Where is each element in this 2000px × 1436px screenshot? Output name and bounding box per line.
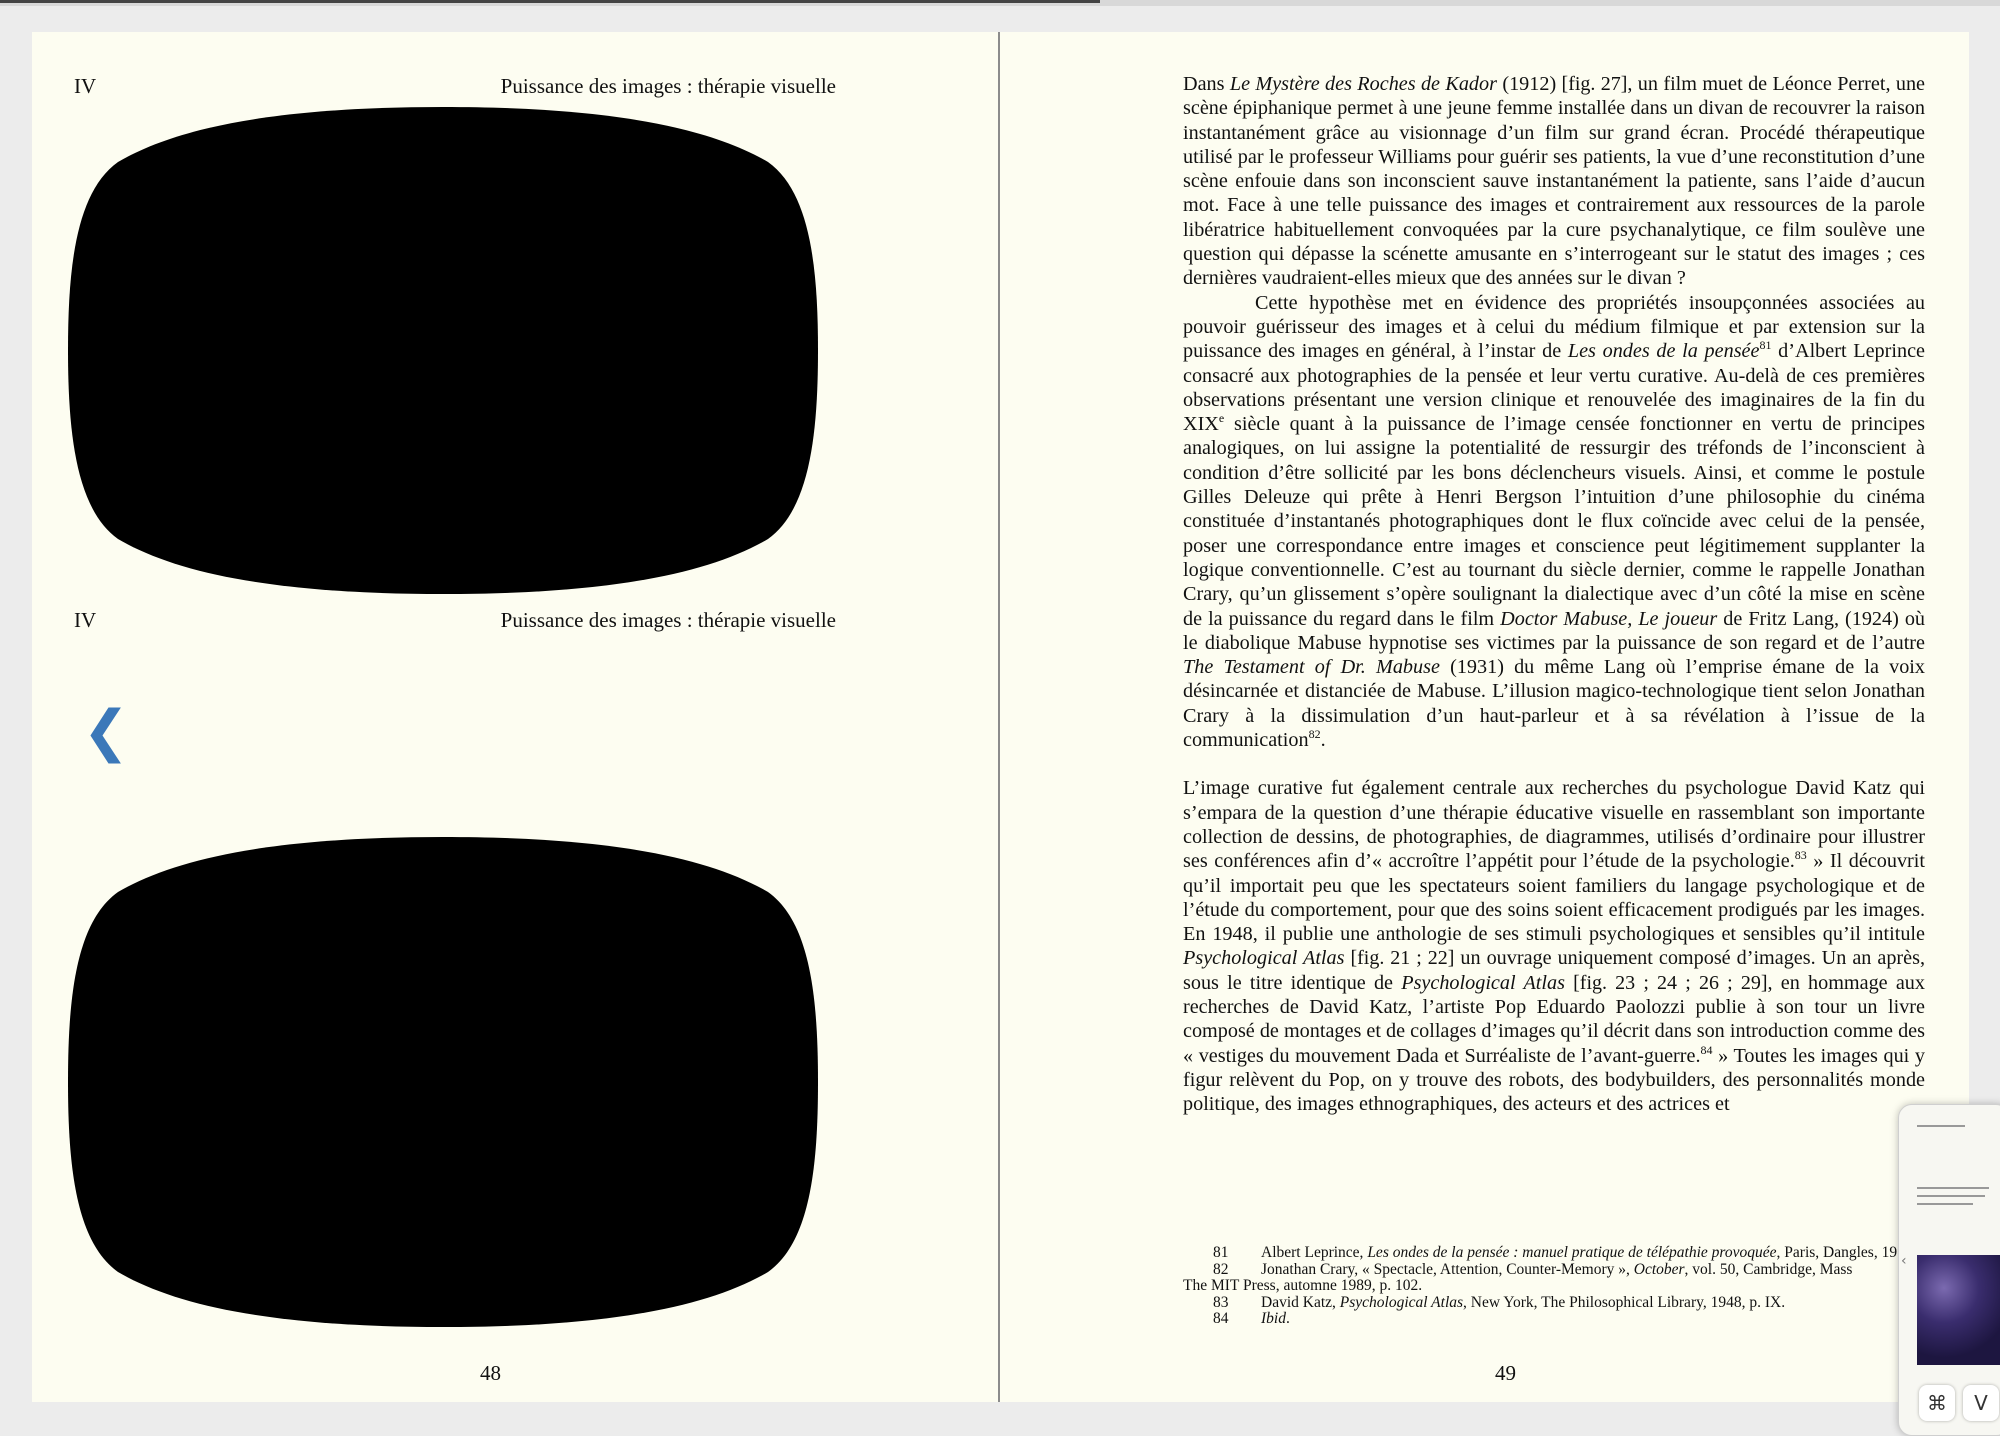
text-run: , un film muet de Léonce Perret, une scène épiphanique permet à une jeune femme installée dans un divan de recouvrer la raison instantanément grâce au visionnage d’un film sur grand écran. Procédé thérapeutique utilisé par le professeur Williams pour guérir ses patients, la vue d’une reconstitution d’une scène enfouie dans son inconscient sauve instantanément la patiente, sans l’aide d’aucun mot. Face à une telle puissance des images et contrairement aux ressources de la parole libératrice habituellement convoquées par la cure psychanalytique, ce film soulève une question qui dépasse la scénette amusante en s’interrogeant sur le statut des images ; ces dernières vaudraient-elles mieux que des années sur le divan ? [1183,73,1925,290]
image-placeholder-bottom [68,837,818,1327]
thumbnail-chevron-icon: ‹ [1901,1253,1907,1269]
footnote-text: , Paris, Dangles, 19 [1776,1245,1898,1261]
previous-page-chevron-icon[interactable]: ❮ [82,699,130,764]
page-number-left: 48 [480,1361,501,1385]
footnote-italic: Psychological Atlas [1339,1294,1464,1311]
figure-reference: [fig. 27] [1561,73,1628,95]
paragraph-3 [1183,776,1925,1116]
text-run: . [1320,729,1326,752]
thumbnail-image [1917,1255,2000,1365]
right-page [1000,32,1969,1402]
text-run: (1912) [1496,73,1562,95]
footnote-84 [1183,1311,1925,1328]
footnote-text: Albert Leprince, [1261,1245,1368,1261]
figure-reference: [fig. 21 ; 22] [1344,947,1455,970]
paragraph-1 [1183,72,1925,291]
text-run: de Fritz Lang, (1924) où le diabolique Mabuse hypnotise ses victimes par la puissance de son regard et de l’autre [1183,607,1926,654]
footnote-number: 83 [1213,1294,1229,1311]
left-page [32,32,998,1402]
book-title-italic: Les ondes de la pensée [1567,340,1760,363]
superscript: e [1218,411,1225,426]
footnote-81 [1183,1245,1925,1262]
footnote-82-continuation [1183,1278,1925,1295]
text-run: Dans [1183,73,1230,95]
text-run: d’Albert Leprince consacré aux photographies de la pensée et leur vertu curative. Au-delà de ces premières observations présentant une version clinique et renouvelée des imaginaires de la fin du XIX [1183,340,1925,436]
title-bar-stripe [0,0,1100,3]
text-run: L’image curative fut également centrale aux recherches du psychologue David Katz qui s’empara de la question d’une thérapie éducative visuelle en rassemblant son importante collection de dessins, de photographies, de diagrammes, utilisés d’ordinaire pour illustrer ses conférences afin d’« accroître l’appétit pour l’étude de la psychologie. [1183,777,1925,873]
window-top-bar [0,0,2000,6]
thumbnail-text-lines [1917,1105,1997,1225]
footnote-number: 84 [1213,1311,1229,1327]
running-head-chapter-number: IV [74,74,97,98]
footnote-text: The MIT Press, automne 1989, p. 102. [1183,1278,1423,1294]
book-spread [32,32,1969,1402]
footnote-italic: Les ondes de la pensée : manuel pratique de télépathie provoquée [1367,1245,1777,1261]
text-run: Cette hypothèse met en évidence des propriétés insoupçonnées associées au pouvoir guérisseur des images et à celui du médium filmique et par extension sur la puissance des images en général, à l’instar de [1183,291,1925,363]
running-head-title-2: Puissance des images : thérapie visuelle [500,608,836,632]
footnote-number: 81 [1213,1245,1229,1261]
image-placeholder-top [68,107,818,594]
footnote-text: , New York, The Philosophical Library, 1948, p. IX. [1463,1294,1786,1311]
text-run: relèvent du Pop, on y trouve des robots, des bodybuilders, des personnalités monde politique, des images ethnographiques, des acteurs et des actrices et [1183,1068,1926,1116]
text-run: , en hommage aux recherches de David Katz, l’artiste Pop Eduardo Paolozzi publie à son tour un livre composé de montages et de collages d’images qu’il décrit dans son introduction comme des « vestiges du mouvement Dada et Surréaliste de l’avant-guerre. [1183,971,1925,1067]
page-number-right: 49 [1495,1361,1516,1385]
footnote-italic: October [1633,1261,1685,1278]
footnote-marker: 81 [1759,338,1772,353]
running-head-title: Puissance des images : thérapie visuelle [500,74,836,98]
text-run: un ouvrage uniquement composé d’images. Un an après, sous le titre identique de [1183,947,1926,994]
film-title-italic: Le Mystère des Roches de Kador [1229,73,1497,95]
film-title-italic: The Testament of Dr. Mabuse [1183,656,1440,679]
text-run: » Il découvrit qu’il importait peu que les spectateurs soient familiers du langage psychologique et de l’étude du comportement, pour que des soins soient efficacement prodigués par les images. En 1948, il publie une anthologie de ses stimuli psychologiques et sensibles qu’il intitule [1183,850,1925,946]
screenshot-preview-thumbnail[interactable] [1898,1104,2000,1436]
footnote-italic: Ibid [1261,1311,1286,1327]
body-text [1183,72,1925,1116]
book-title-italic: Psychological Atlas [1183,947,1345,970]
footnote-number: 82 [1213,1261,1229,1278]
paragraph-2 [1183,291,1925,753]
footnote-text: Jonathan Crary, « Spectacle, Attention, Counter-Memory », [1261,1261,1634,1278]
running-head-chapter-number-2: IV [74,608,97,632]
keyboard-shortcut-keys [1919,1385,2000,1421]
command-key-icon: ⌘ [1919,1385,1955,1421]
footnote-marker: 82 [1308,727,1321,742]
footnote-text: David Katz, [1261,1294,1340,1311]
v-key: V [1963,1385,1999,1421]
footnote-text: , vol. 50, Cambridge, Mass [1684,1261,1853,1278]
text-run: siècle quant à la puissance de l’image censée fonctionner en vertu de principes analogiques, on lui assigne la potentialité de ressurgir des tréfonds de l’inconscient à condition d’être sollicité par les bons déclencheurs visuels. Ainsi, et comme le postule Gilles Deleuze qui prête à Henri Bergson l’intuition d’une philosophie du cinéma constituée d’instantanés photographiques dont le flux coïncide avec celui de la pensée, poser une correspondance entre images et conscience peut légitimement supplanter la logique conventionnelle. C’est au tournant du siècle dernier, comme le rappelle Jonathan Crary, qu’un glissement s’opère soulignant la dialectique avec d’un côté la mise en scène de la puissance du regard dans le film [1183,413,1925,630]
book-title-italic: Psychological Atlas [1401,971,1565,994]
footnote-text: . [1285,1311,1290,1327]
footnote-marker: 84 [1700,1042,1713,1057]
footnote-82 [1183,1262,1925,1279]
footnotes [1183,1245,1925,1328]
figure-reference: [fig. 23 ; 24 ; 26 ; 29] [1564,971,1768,994]
footnote-marker: 83 [1794,848,1807,863]
film-title-italic: Doctor Mabuse, Le joueur [1500,607,1718,630]
text-run: (1931) du même Lang où l’emprise émane de la voix désincarnée et distanciée de Mabuse. L’illusion magico-technologique tient selon Jonathan Crary à la dissimulation d’un haut-parleur et à sa révélation à l’issue de la communication [1183,656,1925,752]
footnote-83 [1183,1295,1925,1312]
text-run: » Toutes les images qui y figur [1183,1044,1925,1091]
